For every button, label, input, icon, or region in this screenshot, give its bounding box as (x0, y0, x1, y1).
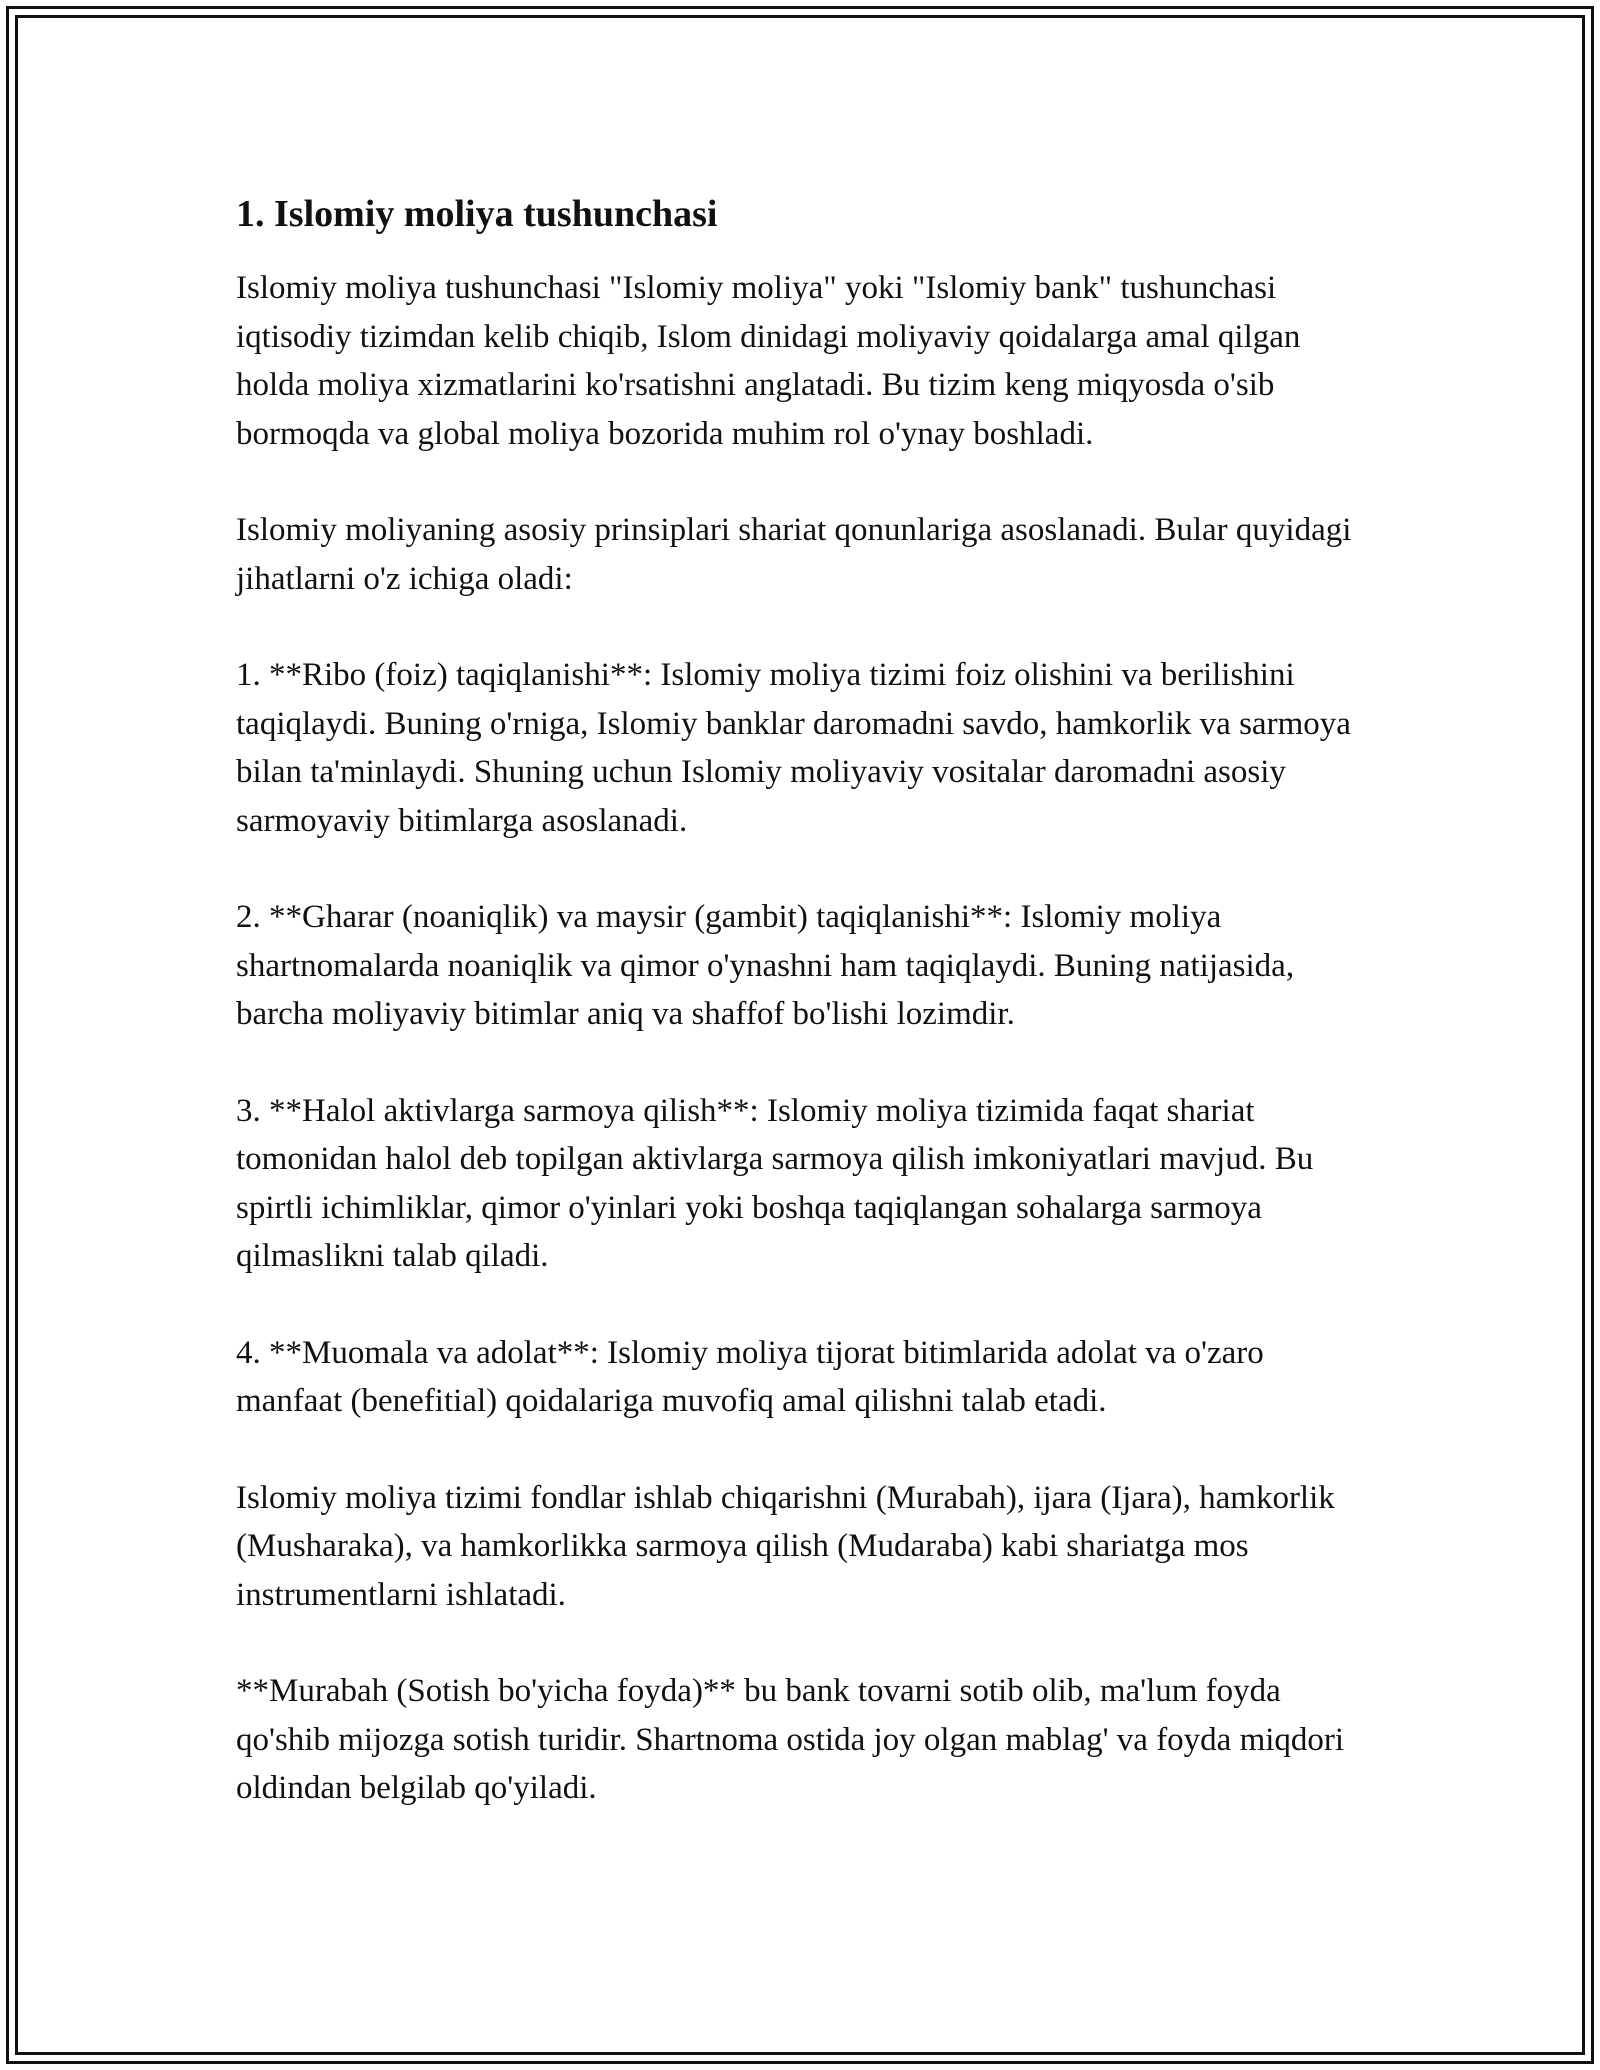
document-body (236, 186, 1376, 1813)
paragraph-intro: Islomiy moliya tushunchasi "Islomiy moliya" yoki "Islomiy bank" tushunchasi iqtisodiy tizimdan kelib chiqib, Islom dinidagi moliyaviy qoidalarga amal qilgan holda moliya xizmatlarini ko'rsatishni anglatadi. Bu tizim keng miqyosda o'sib bormoqda va global moliya bozorida muhim rol o'ynay boshladi. (236, 270, 1301, 452)
section-heading: 1. Islomiy moliya tushunchasi (236, 193, 718, 235)
list-item-ribo: 1. **Ribo (foiz) taqiqlanishi**: Islomiy moliya tizimi foiz olishini va berilishini taqiqlaydi. Buning o'rniga, Islomiy banklar daromadni savdo, hamkorlik va sarmoya bilan ta'minlaydi. Shuning uchun Islomiy moliyaviy vositalar daromadni asosiy sarmoyaviy bitimlarga asoslanadi. (236, 657, 1351, 839)
list-item-muomala: 4. **Muomala va adolat**: Islomiy moliya tijorat bitimlarida adolat va o'zaro manfaat (benefitial) qoidalariga muvofiq amal qilishni talab etadi. (236, 1334, 1264, 1419)
paragraph-murabah: **Murabah (Sotish bo'yicha foyda)** bu bank tovarni sotib olib, ma'lum foyda qo'shib mijozga sotish turidir. Shartnoma ostida joy olgan mablag' va foyda miqdori oldindan belgilab qo'yiladi. (236, 1673, 1345, 1806)
list-item-gharar: 2. **Gharar (noaniqlik) va maysir (gambit) taqiqlanishi**: Islomiy moliya shartnomalarda noaniqlik va qimor o'ynashni ham taqiqlaydi. Buning natijasida, barcha moliyaviy bitimlar aniq va shaffof bo'lishi lozimdir. (236, 899, 1295, 1032)
list-item-halol: 3. **Halol aktivlarga sarmoya qilish**: Islomiy moliya tizimida faqat shariat tomonidan halol deb topilgan aktivlarga sarmoya qilish imkoniyatlari mavjud. Bu spirtli ichimliklar, qimor o'yinlari yoki boshqa taqiqlangan sohalarga sarmoya qilmaslikni talab qiladi. (236, 1092, 1314, 1274)
paragraph-principles-intro: Islomiy moliyaning asosiy prinsiplari shariat qonunlariga asoslanadi. Bular quyidagi jihatlarni o'z ichiga oladi: (236, 512, 1352, 597)
paragraph-instruments: Islomiy moliya tizimi fondlar ishlab chiqarishni (Murabah), ijara (Ijara), hamkorlik (Musharaka), va hamkorlikka sarmoya qilish (Mudaraba) kabi shariatga mos instrumentlarni ishlatadi. (236, 1479, 1335, 1613)
